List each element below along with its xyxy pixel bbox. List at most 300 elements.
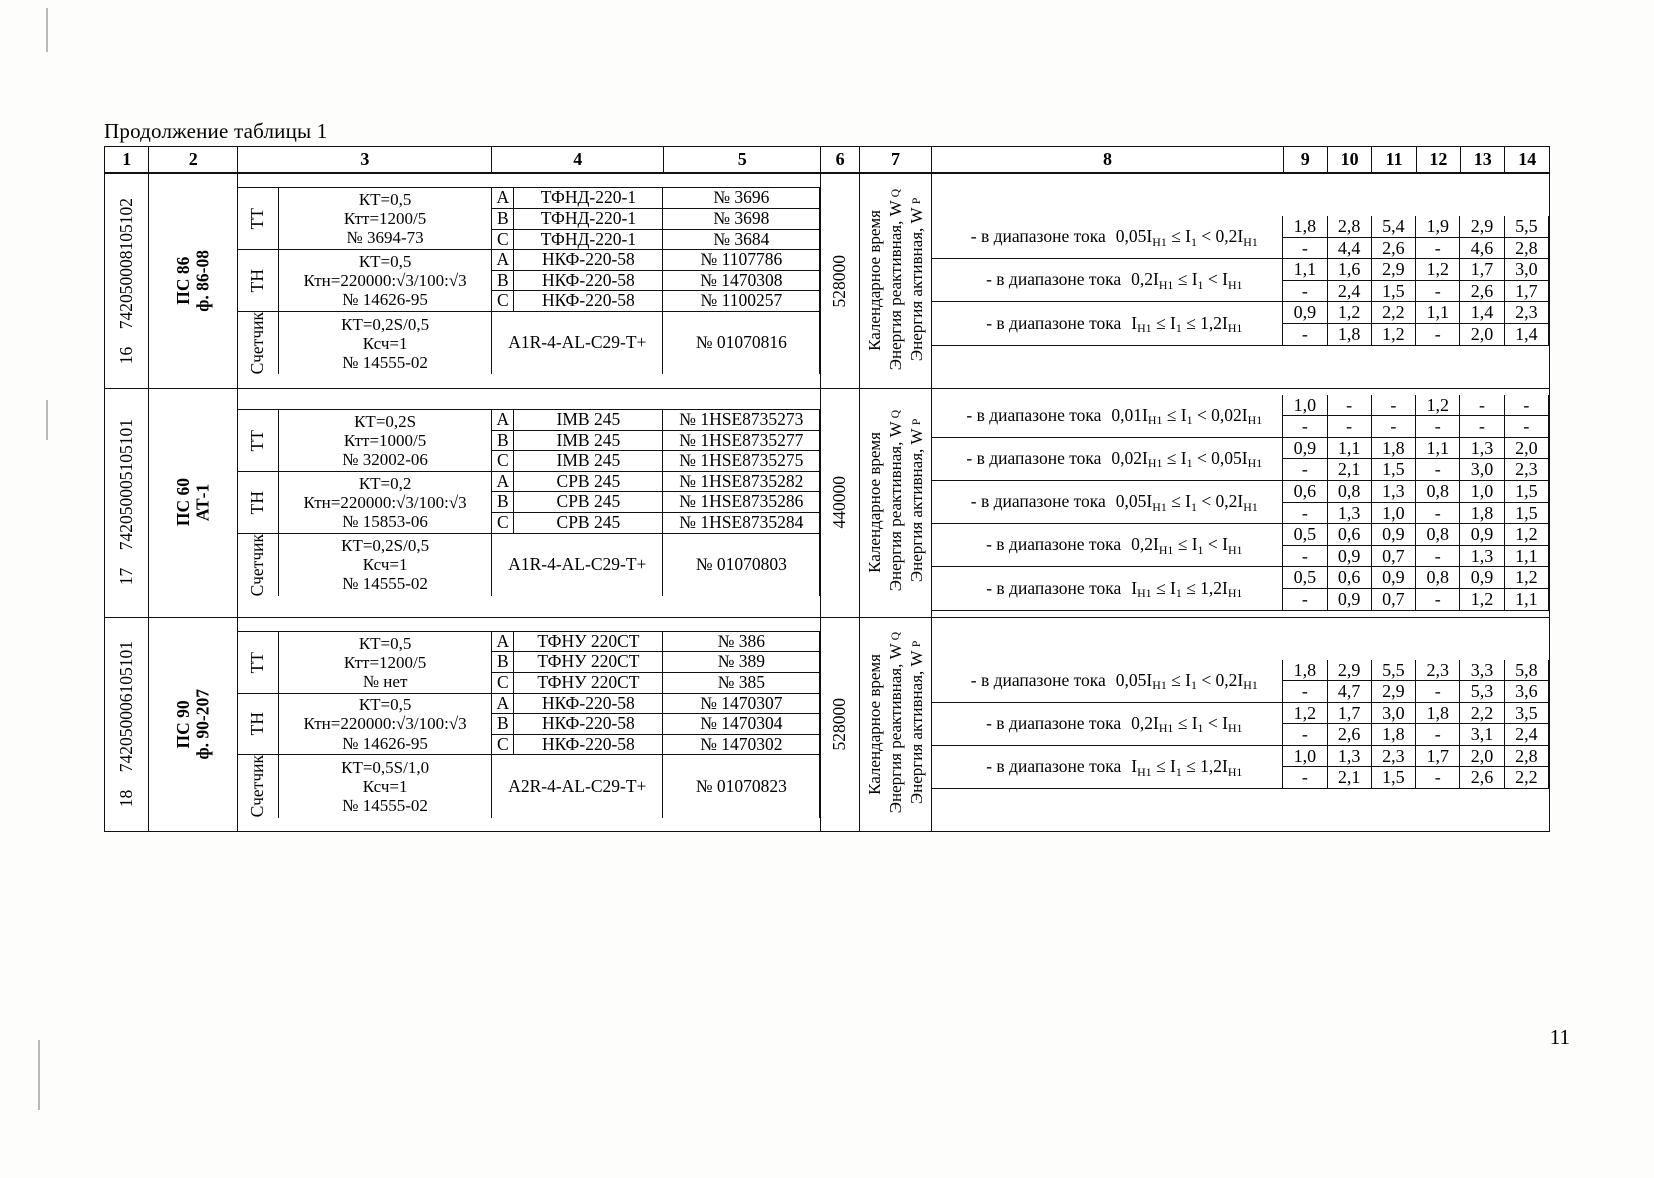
uncertainty-value: - [1283,588,1327,610]
uncertainty-value: 0,8 [1416,524,1460,546]
uncertainty-value: 0,5 [1283,567,1327,589]
tn-label-text: ТН [247,268,268,293]
uncertainty-row [932,480,1548,502]
device-type: НКФ-220-58 [514,270,663,291]
meter-label-text: Счетчик [247,755,268,818]
uncertainty-value: 1,8 [1327,323,1371,345]
page-number: 11 [1549,1025,1570,1049]
meter-spec: КТ=0,2S/0,5 Ксч=1 № 14555-02 [278,533,491,596]
phase-label: C [492,734,514,755]
station-block [105,388,1550,617]
tn-label [238,250,278,312]
equipment-group [238,388,821,617]
uncertainty-value: 1,3 [1460,545,1504,567]
uncertainty-value: - [1283,767,1327,789]
equipment-row [238,410,820,431]
phase-label: B [492,208,514,229]
device-type: НКФ-220-58 [514,714,663,735]
uncertainty-value: 2,9 [1371,681,1415,703]
uncertainty-row [932,216,1548,237]
uncertainty-value: 1,3 [1371,480,1415,502]
device-serial: № 1HSE8735277 [663,430,820,451]
current-range-label: - в диапазоне тока $I_{Н1} \le I_1 \le 1,2I_{Н1}$ [932,302,1282,345]
uncertainty-value: 0,9 [1283,437,1327,459]
device-type: CPB 245 [514,492,663,513]
tn-spec: КТ=0,5 Ктн=220000:√3/100:√3 № 14626-95 [278,250,491,312]
uncertainty-value: 2,3 [1504,459,1548,481]
meter-spec: КТ=0,2S/0,5 Ксч=1 № 14555-02 [278,311,491,374]
uncertainty-value: 1,5 [1371,280,1415,302]
uncertainty-value: 3,0 [1371,702,1415,724]
spacer-cell [932,345,1548,388]
scan-edge-artifact-bottom [38,1040,40,1110]
uncertainty-value: 0,6 [1283,480,1327,502]
spacer-row [932,618,1548,660]
uncertainty-value: - [1327,395,1371,416]
meter-device: A1R-4-AL-C29-T+ [492,533,663,596]
phase-label: C [492,229,514,250]
uncertainty-value: - [1283,502,1327,524]
column-number-4: 4 [492,147,664,174]
uncertainty-value: - [1416,724,1460,746]
device-serial: № 1470308 [663,270,820,291]
device-serial: № 385 [663,673,820,694]
uncertainty-value: 5,5 [1504,216,1548,237]
uncertainty-value: - [1283,459,1327,481]
uncertainty-row [932,259,1548,281]
device-type: IMB 245 [514,410,663,431]
tt-label [238,631,278,693]
equipment-subtable [238,409,820,596]
uncertainty-value: 3,3 [1460,660,1504,681]
equipment-row [238,188,820,209]
station-name [149,617,238,832]
capacity-value [821,617,859,832]
meter-device: A2R-4-AL-C29-T+ [492,755,663,818]
uncertainty-value: 4,6 [1460,237,1504,259]
block-index-and-code [105,173,149,388]
tn-label [238,693,278,755]
meter-row [238,311,820,374]
phase-label: A [492,471,514,492]
current-range-label: - в диапазоне тока $0,05I_{Н1} \le I_1 < 0,2I_{Н1}$ [932,660,1282,703]
equipment-row [238,693,820,714]
uncertainty-value: - [1504,416,1548,438]
station-block [105,617,1550,832]
uncertainty-value: 1,8 [1416,702,1460,724]
uncertainty-value: - [1504,395,1548,416]
uncertainty-value: 1,6 [1327,259,1371,281]
uncertainty-value: 1,5 [1504,502,1548,524]
spacer-cell [932,789,1548,832]
capacity-value [821,173,859,388]
table-caption: Продолжение таблицы 1 [104,119,328,143]
device-serial: № 3684 [663,229,820,250]
uncertainty-group [932,388,1550,617]
device-type: НКФ-220-58 [514,250,663,271]
block-index-and-code [105,388,149,617]
uncertainty-value: 2,8 [1504,745,1548,767]
uncertainty-value: 1,8 [1371,437,1415,459]
uncertainty-value: 1,7 [1327,702,1371,724]
uncertainty-value: 1,7 [1504,280,1548,302]
uncertainty-row [932,395,1548,416]
device-serial: № 1470304 [663,714,820,735]
uncertainty-value: 0,8 [1327,480,1371,502]
uncertainty-value: 2,6 [1371,237,1415,259]
uncertainty-value: 0,7 [1371,588,1415,610]
uncertainty-value: 0,9 [1283,302,1327,324]
meter-label [238,311,278,374]
energy-parameters [859,617,932,832]
uncertainty-value: 2,0 [1460,745,1504,767]
equipment-group [238,617,821,832]
phase-label: B [492,492,514,513]
station-name [149,173,238,388]
uncertainty-value: - [1283,681,1327,703]
uncertainty-value: - [1416,767,1460,789]
column-number-row [105,147,1550,174]
uncertainty-value: 4,4 [1327,237,1371,259]
current-range-label: - в диапазоне тока $0,2I_{Н1} \le I_1 < I_{Н1}$ [932,524,1282,567]
column-number-9: 9 [1283,147,1327,174]
energy-parameter-line-2: Энергия реактивная, $W_Q$ [886,410,906,592]
uncertainty-value: 1,1 [1416,437,1460,459]
column-number-6: 6 [821,147,859,174]
uncertainty-group [932,173,1550,388]
device-type: НКФ-220-58 [514,734,663,755]
capacity-value-text: 528000 [829,698,850,751]
uncertainty-value: 1,8 [1460,502,1504,524]
device-type: ТФНД-220-1 [514,229,663,250]
phase-label: A [492,631,514,652]
uncertainty-value: 2,9 [1460,216,1504,237]
equipment-row [238,631,820,652]
tn-label-text: ТН [247,712,268,736]
device-serial: № 1HSE8735273 [663,410,820,431]
column-number-3: 3 [238,147,492,174]
device-type: CPB 245 [514,471,663,492]
energy-parameter-line-1: Энергия активная, $W_P$ [907,197,927,361]
tn-spec: КТ=0,2 Ктн=220000:√3/100:√3 № 15853-06 [278,471,491,533]
uncertainty-value: 2,8 [1504,237,1548,259]
device-type: CPB 245 [514,513,663,534]
device-type: IMB 245 [514,451,663,472]
uncertainty-value: - [1416,545,1460,567]
device-serial: № 1HSE8735275 [663,451,820,472]
uncertainty-value: - [1371,416,1415,438]
current-range-label: - в диапазоне тока $0,05I_{Н1} \le I_1 < 0,2I_{Н1}$ [932,216,1282,259]
device-serial: № 1107786 [663,250,820,271]
scan-edge-artifact-left [46,400,48,440]
device-type: ТФНУ 220СТ [514,673,663,694]
current-range-label: - в диапазоне тока $I_{Н1} \le I_1 \le 1,2I_{Н1}$ [932,745,1282,788]
uncertainty-value: 5,4 [1371,216,1415,237]
uncertainty-value: 2,2 [1371,302,1415,324]
uncertainty-row [932,702,1548,724]
energy-parameter-line-2: Энергия реактивная, $W_Q$ [886,631,906,814]
uncertainty-value: 1,4 [1460,302,1504,324]
uncertainty-group [932,617,1550,832]
uncertainty-value: 0,9 [1327,545,1371,567]
uncertainty-value: 0,6 [1327,567,1371,589]
phase-label: C [492,451,514,472]
uncertainty-value: - [1460,416,1504,438]
uncertainty-subtable [932,174,1549,388]
device-serial: № 1100257 [663,291,820,312]
meter-row [238,533,820,596]
uncertainty-value: 3,5 [1504,702,1548,724]
device-type: IMB 245 [514,430,663,451]
uncertainty-value: 1,0 [1283,745,1327,767]
uncertainty-value: 1,3 [1460,437,1504,459]
energy-parameter-line-3: Календарное время [865,653,884,795]
device-type: НКФ-220-58 [514,693,663,714]
uncertainty-value: 1,3 [1327,745,1371,767]
energy-parameter-line-1: Энергия активная, $W_P$ [907,419,927,583]
energy-parameters [859,173,932,388]
uncertainty-value: 2,0 [1504,437,1548,459]
capacity-value [821,388,859,617]
column-number-11: 11 [1372,147,1416,174]
uncertainty-value: - [1416,323,1460,345]
tn-spec: КТ=0,5 Ктн=220000:√3/100:√3 № 14626-95 [278,693,491,755]
uncertainty-value: 1,3 [1327,502,1371,524]
uncertainty-row [932,567,1548,589]
uncertainty-value: 1,8 [1283,216,1327,237]
station-name-text: ПС 90 ф. 90-207 [172,689,213,760]
phase-label: A [492,410,514,431]
energy-parameters [859,388,932,617]
uncertainty-value: 1,2 [1504,524,1548,546]
uncertainty-value: 0,9 [1371,524,1415,546]
phase-label: A [492,250,514,271]
uncertainty-value: - [1416,681,1460,703]
uncertainty-value: 0,9 [1460,567,1504,589]
uncertainty-value: 0,9 [1371,567,1415,589]
uncertainty-value: 1,2 [1504,567,1548,589]
uncertainty-value: - [1283,416,1327,438]
tt-spec: КТ=0,5 Ктт=1200/5 № 3694-73 [278,188,491,250]
energy-parameter-line-1: Энергия активная, $W_P$ [907,641,927,805]
uncertainty-value: 2,9 [1327,660,1371,681]
device-type: ТФНУ 220СТ [514,652,663,673]
uncertainty-value: 1,2 [1460,588,1504,610]
uncertainty-value: 2,6 [1327,724,1371,746]
uncertainty-value: 1,2 [1371,323,1415,345]
meter-label-text: Счетчик [247,533,268,596]
uncertainty-value: 1,8 [1283,660,1327,681]
uncertainty-value: 0,7 [1371,545,1415,567]
tt-label [238,188,278,250]
phase-label: B [492,652,514,673]
uncertainty-value: - [1416,459,1460,481]
uncertainty-value: 1,9 [1416,216,1460,237]
uncertainty-value: - [1371,395,1415,416]
uncertainty-value: - [1283,280,1327,302]
current-range-label: - в диапазоне тока $0,02I_{Н1} \le I_1 < 0,05I_{Н1}$ [932,437,1282,480]
meter-row [238,755,820,818]
uncertainty-value: 1,0 [1283,395,1327,416]
uncertainty-subtable [932,389,1549,617]
uncertainty-value: 1,0 [1371,502,1415,524]
uncertainty-value: - [1283,237,1327,259]
device-serial: № 3696 [663,188,820,209]
tt-label-text: ТТ [247,651,268,673]
uncertainty-value: - [1283,545,1327,567]
device-serial: № 1HSE8735282 [663,471,820,492]
uncertainty-value: 4,7 [1327,681,1371,703]
energy-parameter-line-3: Календарное время [865,432,884,573]
phase-label: C [492,291,514,312]
column-number-8: 8 [932,147,1283,174]
device-type: ТФНД-220-1 [514,208,663,229]
meter-serial: № 01070816 [663,311,820,374]
scan-edge-artifact-top [46,8,48,52]
uncertainty-value: - [1416,416,1460,438]
spacer-cell [932,174,1548,216]
data-table-wrapper [104,146,1550,832]
capacity-value-text: 440000 [829,476,850,529]
station-name-text: ПС 60 АТ-1 [172,478,213,527]
phase-label: B [492,430,514,451]
column-number-14: 14 [1505,147,1550,174]
equipment-subtable [238,631,820,818]
meter-device: A1R-4-AL-C29-T+ [492,311,663,374]
equipment-row [238,250,820,271]
device-serial: № 1470302 [663,734,820,755]
device-type: ТФНД-220-1 [514,188,663,209]
uncertainty-value: 2,2 [1504,767,1548,789]
uncertainty-value: 1,4 [1504,323,1548,345]
column-number-5: 5 [663,147,820,174]
uncertainty-value: 5,3 [1460,681,1504,703]
phase-label: C [492,513,514,534]
uncertainty-value: 1,5 [1504,480,1548,502]
tt-label [238,410,278,472]
uncertainty-value: 1,2 [1416,259,1460,281]
device-type: НКФ-220-58 [514,291,663,312]
uncertainty-value: 0,6 [1327,524,1371,546]
capacity-value-text: 528000 [829,254,850,308]
meter-label-text: Счетчик [247,311,268,375]
uncertainty-value: 1,1 [1504,588,1548,610]
uncertainty-row [932,745,1548,767]
device-serial: № 1HSE8735286 [663,492,820,513]
uncertainty-value: 2,6 [1460,767,1504,789]
uncertainty-value: 1,1 [1327,437,1371,459]
uncertainty-value: 5,8 [1504,660,1548,681]
uncertainty-value: 2,9 [1371,259,1415,281]
device-serial: № 1HSE8735284 [663,513,820,534]
spacer-row [932,610,1548,617]
uncertainty-value: - [1283,724,1327,746]
meter-label [238,533,278,596]
spacer-row [932,174,1548,216]
uncertainty-value: 1,0 [1460,480,1504,502]
meter-serial: № 01070803 [663,533,820,596]
uncertainty-value: 2,3 [1504,302,1548,324]
uncertainty-value: 2,1 [1327,767,1371,789]
column-number-13: 13 [1461,147,1505,174]
uncertainty-value: 2,2 [1460,702,1504,724]
uncertainty-value: 0,5 [1283,524,1327,546]
uncertainty-value: 1,8 [1371,724,1415,746]
current-range-label: - в диапазоне тока $0,05I_{Н1} \le I_1 < 0,2I_{Н1}$ [932,480,1282,523]
device-serial: № 3698 [663,208,820,229]
meter-serial: № 01070823 [663,755,820,818]
station-block [105,173,1550,388]
uncertainty-value: 0,9 [1327,588,1371,610]
column-number-2: 2 [149,147,238,174]
uncertainty-value: 0,8 [1416,567,1460,589]
spacer-row [932,345,1548,388]
equipment-subtable [238,187,820,374]
current-range-label: - в диапазоне тока $0,2I_{Н1} \le I_1 < I_{Н1}$ [932,259,1282,302]
equipment-group [238,173,821,388]
uncertainty-row [932,437,1548,459]
meter-spec: КТ=0,5S/1,0 Ксч=1 № 14555-02 [278,755,491,818]
uncertainty-value: 5,5 [1371,660,1415,681]
uncertainty-subtable [932,618,1549,832]
block-index-and-code-text: 18 742050006105101 [115,641,136,808]
column-number-7: 7 [859,147,932,174]
phase-label: A [492,188,514,209]
column-number-12: 12 [1416,147,1460,174]
uncertainty-value: 1,7 [1460,259,1504,281]
meter-label [238,755,278,818]
device-serial: № 1470307 [663,693,820,714]
block-index-and-code-text: 16 742050008105102 [115,197,136,364]
current-range-label: - в диапазоне тока $0,2I_{Н1} \le I_1 < I_{Н1}$ [932,702,1282,745]
station-name [149,388,238,617]
current-range-label: - в диапазоне тока $0,01I_{Н1} \le I_1 < 0,02I_{Н1}$ [932,395,1282,438]
uncertainty-value: 3,6 [1504,681,1548,703]
uncertainty-value: - [1416,588,1460,610]
tt-label-text: ТТ [247,208,268,230]
uncertainty-row [932,660,1548,681]
device-serial: № 386 [663,631,820,652]
uncertainty-value: 1,2 [1327,302,1371,324]
phase-label: B [492,270,514,291]
measurement-table [104,146,1550,832]
device-serial: № 389 [663,652,820,673]
spacer-cell [932,610,1548,617]
uncertainty-value: 0,9 [1460,524,1504,546]
phase-label: C [492,673,514,694]
station-name-text: ПС 86 ф. 86-08 [172,249,213,312]
uncertainty-value: 1,2 [1416,395,1460,416]
uncertainty-value: 2,8 [1327,216,1371,237]
uncertainty-row [932,302,1548,324]
column-number-1: 1 [105,147,149,174]
uncertainty-value: 1,1 [1283,259,1327,281]
uncertainty-value: - [1327,416,1371,438]
uncertainty-value: 2,6 [1460,280,1504,302]
uncertainty-value: - [1460,395,1504,416]
uncertainty-row [932,524,1548,546]
uncertainty-value: 2,4 [1504,724,1548,746]
device-type: ТФНУ 220СТ [514,631,663,652]
spacer-row [932,789,1548,832]
equipment-row [238,471,820,492]
block-index-and-code [105,617,149,832]
uncertainty-value: 2,0 [1460,323,1504,345]
uncertainty-value: 1,1 [1416,302,1460,324]
uncertainty-value: 1,1 [1504,545,1548,567]
uncertainty-value: - [1283,323,1327,345]
uncertainty-value: - [1416,237,1460,259]
